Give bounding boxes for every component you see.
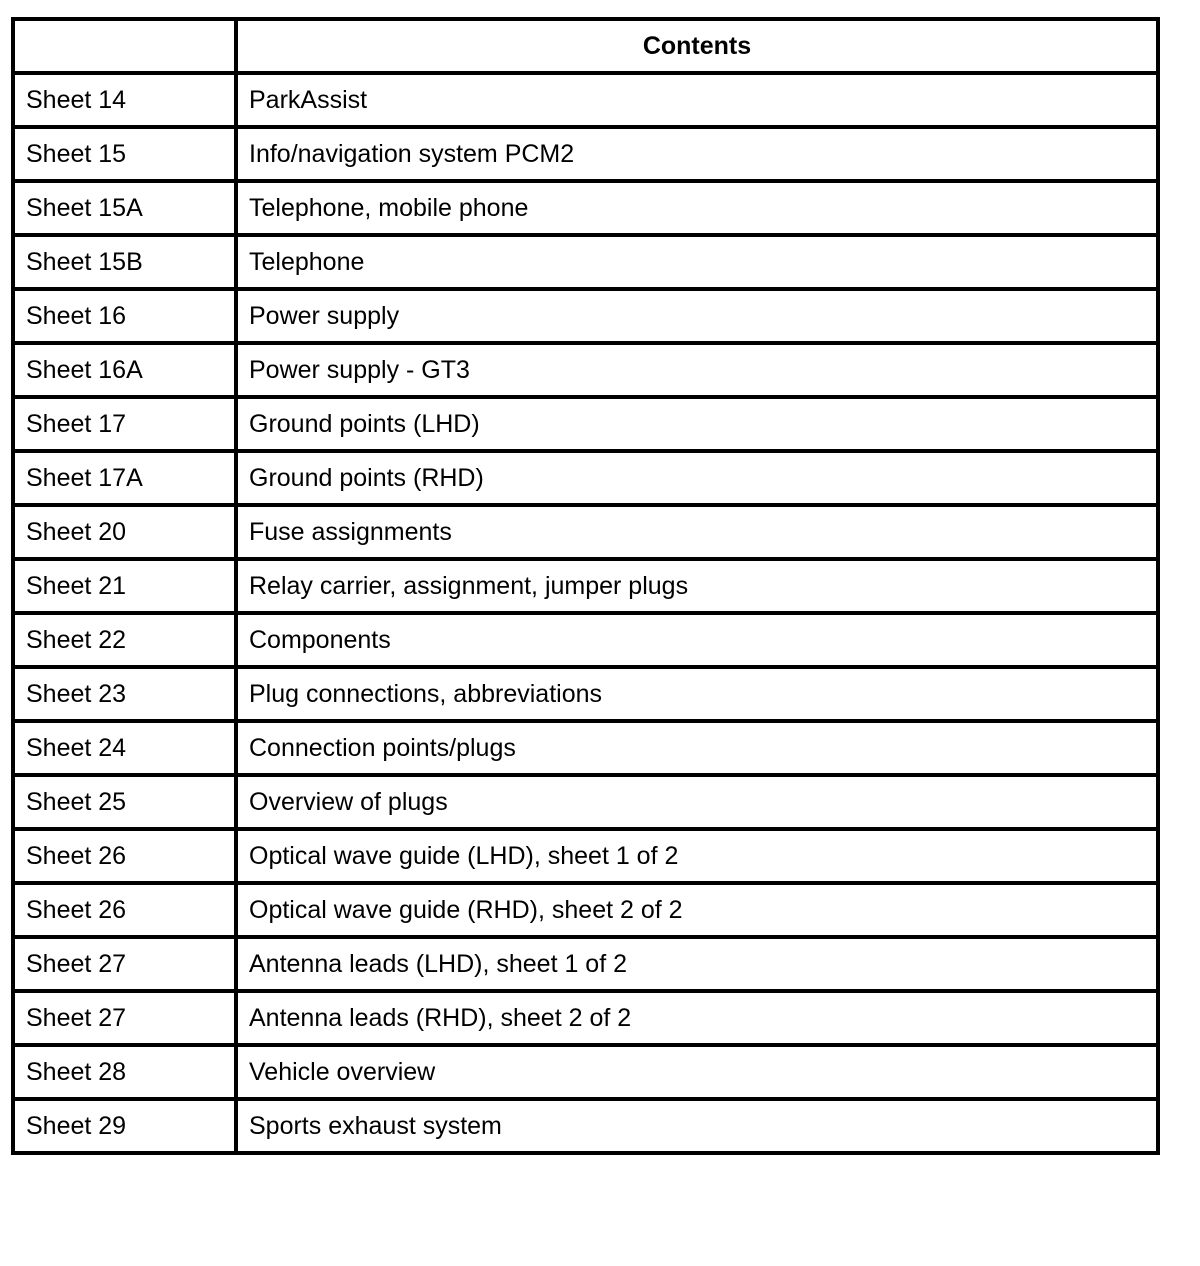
contents-cell: Telephone, mobile phone — [236, 181, 1158, 235]
contents-cell: Power supply — [236, 289, 1158, 343]
sheet-cell: Sheet 16 — [13, 289, 236, 343]
table-row — [13, 127, 1158, 181]
contents-cell: Overview of plugs — [236, 775, 1158, 829]
table-row — [13, 721, 1158, 775]
sheet-cell: Sheet 17 — [13, 397, 236, 451]
table-row — [13, 829, 1158, 883]
table-row — [13, 559, 1158, 613]
contents-cell: Relay carrier, assignment, jumper plugs — [236, 559, 1158, 613]
table-row — [13, 505, 1158, 559]
table-row — [13, 1045, 1158, 1099]
table-row — [13, 235, 1158, 289]
sheet-cell: Sheet 26 — [13, 829, 236, 883]
table-header-row — [13, 19, 1158, 73]
table-row — [13, 937, 1158, 991]
sheet-cell: Sheet 27 — [13, 991, 236, 1045]
table-row — [13, 289, 1158, 343]
sheet-cell: Sheet 21 — [13, 559, 236, 613]
table-row — [13, 73, 1158, 127]
table-row — [13, 667, 1158, 721]
table-row — [13, 181, 1158, 235]
table-row — [13, 451, 1158, 505]
contents-column-header: Contents — [236, 19, 1158, 73]
sheet-cell: Sheet 28 — [13, 1045, 236, 1099]
contents-cell: Vehicle overview — [236, 1045, 1158, 1099]
sheet-cell: Sheet 15A — [13, 181, 236, 235]
sheet-cell: Sheet 24 — [13, 721, 236, 775]
contents-cell: Ground points (RHD) — [236, 451, 1158, 505]
table-row — [13, 1099, 1158, 1153]
table-row — [13, 883, 1158, 937]
sheet-cell: Sheet 15B — [13, 235, 236, 289]
sheet-cell: Sheet 23 — [13, 667, 236, 721]
sheet-cell: Sheet 27 — [13, 937, 236, 991]
contents-cell: Ground points (LHD) — [236, 397, 1158, 451]
sheet-cell: Sheet 15 — [13, 127, 236, 181]
sheet-cell: Sheet 26 — [13, 883, 236, 937]
contents-cell: ParkAssist — [236, 73, 1158, 127]
contents-cell: Components — [236, 613, 1158, 667]
sheet-column-header — [13, 19, 236, 73]
contents-cell: Power supply - GT3 — [236, 343, 1158, 397]
sheet-contents-table — [11, 17, 1160, 1155]
contents-cell: Connection points/plugs — [236, 721, 1158, 775]
sheet-cell: Sheet 14 — [13, 73, 236, 127]
contents-cell: Optical wave guide (LHD), sheet 1 of 2 — [236, 829, 1158, 883]
contents-cell: Antenna leads (LHD), sheet 1 of 2 — [236, 937, 1158, 991]
contents-cell: Plug connections, abbreviations — [236, 667, 1158, 721]
contents-cell: Info/navigation system PCM2 — [236, 127, 1158, 181]
sheet-cell: Sheet 25 — [13, 775, 236, 829]
table-row — [13, 613, 1158, 667]
table-row — [13, 991, 1158, 1045]
table-row — [13, 397, 1158, 451]
sheet-cell: Sheet 29 — [13, 1099, 236, 1153]
table-row — [13, 343, 1158, 397]
sheet-cell: Sheet 20 — [13, 505, 236, 559]
contents-cell: Sports exhaust system — [236, 1099, 1158, 1153]
contents-cell: Optical wave guide (RHD), sheet 2 of 2 — [236, 883, 1158, 937]
table-row — [13, 775, 1158, 829]
sheet-cell: Sheet 22 — [13, 613, 236, 667]
sheet-cell: Sheet 16A — [13, 343, 236, 397]
contents-cell: Fuse assignments — [236, 505, 1158, 559]
contents-cell: Antenna leads (RHD), sheet 2 of 2 — [236, 991, 1158, 1045]
contents-cell: Telephone — [236, 235, 1158, 289]
sheet-cell: Sheet 17A — [13, 451, 236, 505]
